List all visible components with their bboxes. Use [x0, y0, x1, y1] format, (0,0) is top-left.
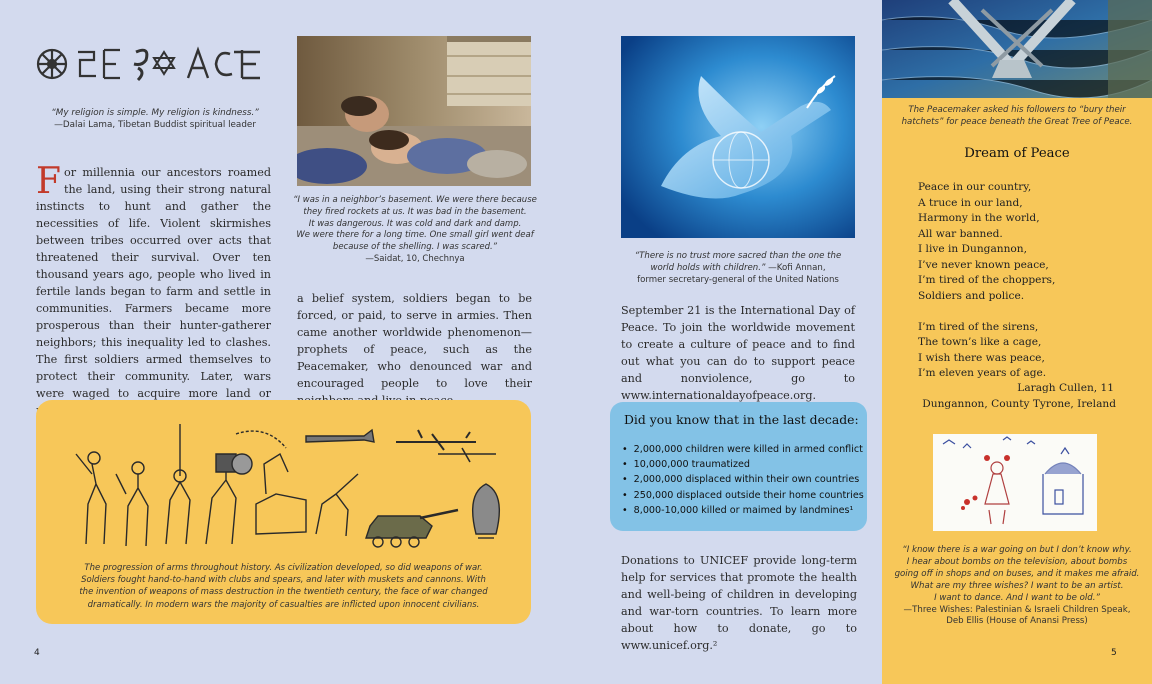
poem-author: Laragh Cullen, 11: [1017, 382, 1114, 394]
did-you-know-box: [610, 402, 867, 531]
three-wishes-line: “I know there is a war going on but I don’t know why.: [902, 545, 1132, 555]
article-text-1: or millennia our ancestors roamed the land, using their strong natural instincts to hunt and gather the necessities of life. Violent skirmishes between tribes occurred over acts that threatened their survival. Over ten thousand years ago, people who lived in fertile lands began to farm and settle in communities. Farmers became more prosperous than their hunter-gatherer neighbors; this inequality led to clashes. The first soldiers armed themselves to protect their community. Later, wars were waged to acquire more land or: [36, 166, 271, 400]
three-wishes-line: I want to dance. And I want to be old.”: [934, 592, 1100, 603]
tank-icon: [366, 516, 432, 538]
fact-box-title: Did you know that in the last decade:: [624, 412, 859, 427]
fact-item: • 2,000,000 children were killed in armed conflict: [622, 442, 864, 457]
cannon-smoke: [232, 454, 252, 474]
one-peace-logo: [34, 38, 274, 90]
dalai-lama-attribution: —Dalai Lama, Tibetan Buddist spiritual leader: [54, 120, 256, 131]
kofi-annan-quote: [620, 251, 856, 286]
dalai-lama-quote: [32, 107, 278, 132]
child-drawing: [933, 434, 1097, 531]
poem-line: Peace in our country,: [918, 181, 1032, 193]
crescent-c-shape: [216, 53, 232, 75]
three-wishes-line: going off in shops and on buses, and it makes me afraid.: [894, 568, 1140, 579]
kofi-quote-line: world holds with children.”: [650, 262, 766, 273]
saidat-quote-line: We were there for a long time. One small girl went deaf: [296, 230, 534, 241]
airplane-icon: [396, 430, 476, 450]
poem-place: Dungannon, County Tyrone, Ireland: [922, 398, 1116, 410]
un-dove-image: [621, 36, 855, 238]
caveman-figure: [76, 454, 106, 544]
three-wishes-quote: [884, 545, 1150, 628]
saidat-quote-line: “I was in a neighbor’s basement. We were there because: [293, 195, 537, 205]
om-symbol-icon: [134, 50, 147, 80]
poem-line: All war banned.: [918, 227, 1003, 240]
poem-body: [918, 180, 1138, 382]
poem-line: I’m tired of the choppers,: [918, 274, 1056, 286]
article-text-2: a belief system, soldiers began to be forced, or paid, to serve in armies. Then came another worldwide phenomenon—prophets of peace, such as the Peacemaker, who denounced war and encouraged people to love their: [297, 292, 532, 390]
arms-caption: [42, 562, 525, 611]
children-basement-photo: [297, 36, 531, 186]
page-number-right: 5: [1111, 648, 1117, 658]
peacemaker-caption-line: hatchets” for peace beneath the Great Tree of Peace.: [901, 117, 1133, 127]
horse-rider: [256, 494, 306, 534]
arms-caption-line: Soldiers fought hand-to-hand with clubs and spears, and later with muskets and cannons. With: [81, 575, 486, 586]
musket-soldier: [316, 474, 358, 536]
dalai-lama-quote-text: “My religion is simple. My religion is kindness.”: [51, 108, 259, 118]
spear-soldier: [166, 424, 190, 544]
poem-line: Harmony in the world,: [918, 212, 1040, 224]
three-wishes-line: I hear about bombs on the television, about bombs: [906, 556, 1128, 567]
saidat-quote-line: It was dangerous. It was cold and dark and damp.: [308, 218, 522, 229]
kofi-attribution: former secretary-general of the United Nations: [637, 274, 839, 285]
fact-item: • 250,000 displaced outside their home countries: [622, 488, 864, 503]
saidat-quote: [292, 195, 538, 266]
donations-text: Donations to UNICEF provide long-term help for services that promote the health and well-being of children in developing and war-torn countries. To learn more about how to donate, go to www.unicef.org.²: [621, 554, 857, 652]
arms-caption-line: The progression of arms throughout history. As civilization developed, so did weapons of war.: [84, 563, 483, 573]
weapons-history-illustration: [66, 414, 506, 556]
star-of-david-icon: [154, 52, 174, 74]
saidat-quote-line: they fired rockets at us. It was bad in the basement.: [303, 206, 527, 217]
three-wishes-line: What are my three wishes? I want to be an artist.: [910, 580, 1124, 591]
mushroom-cloud-icon: [473, 484, 500, 534]
peacemaker-painting: [882, 0, 1152, 98]
poem-line: Soldiers and police.: [918, 289, 1025, 302]
arms-caption-line: dramatically. In modern wars the majority of casualties are inflicted upon innocent civilians.: [87, 599, 480, 610]
fact-item: • 2,000,000 displaced within their own countries: [622, 472, 864, 487]
letter-n-shape: [78, 52, 96, 76]
article-column-2: [297, 290, 532, 409]
fact-list: [612, 442, 864, 518]
donations-paragraph: [621, 552, 857, 654]
saidat-quote-line: because of the shelling. I was scared.”: [332, 242, 498, 253]
three-wishes-attribution: —Three Wishes: Palestinian & Israeli Children Speak,: [903, 604, 1131, 615]
page-number-left: 4: [34, 648, 40, 658]
poem-line: I’m tired of the sirens,: [918, 320, 1039, 333]
kofi-quote-line: “There is no trust more sacred than the one the: [634, 251, 842, 261]
arms-caption-line: the invention of weapons of mass destruction in the twentieth century, the face of war changed: [79, 587, 488, 598]
poem-title: Dream of Peace: [964, 146, 1070, 161]
saidat-attribution: —Saidat, 10, Chechnya: [365, 253, 465, 264]
missile-icon: [306, 430, 374, 442]
peacemaker-caption-line: The Peacemaker asked his followers to “bury their: [908, 105, 1126, 115]
arms-history-panel: [36, 400, 531, 624]
airplane-2-icon: [438, 448, 496, 462]
religious-symbols-logo: [34, 38, 274, 90]
bird-drawing: [943, 440, 955, 444]
peace-day-text: September 21 is the International Day of Peace. To join the worldwide movement to create a culture of peace and to find out what you can do to support peace and nonviolence, go to www.internationaldayofpeace.org.: [621, 304, 855, 402]
poem-line: I wish there was peace,: [918, 351, 1045, 364]
poem-line: The town’s like a cage,: [918, 336, 1042, 348]
peacemaker-caption: [884, 104, 1150, 128]
drop-cap: F: [36, 161, 61, 202]
cross-e-shape: [234, 50, 260, 78]
fact-item: • 8,000-10,000 killed or maimed by landmines¹: [622, 503, 864, 518]
poem-line: I’ve never known peace,: [918, 258, 1049, 271]
poem-line: I live in Dungannon,: [918, 243, 1027, 255]
poem-line: A truce in our land,: [918, 196, 1023, 209]
child-figure-drawing: [985, 474, 1009, 504]
poem-line: I’m eleven years of age.: [918, 367, 1047, 379]
three-wishes-attribution: Deb Ellis (House of Anansi Press): [946, 616, 1088, 627]
fact-item: • 10,000,000 traumatized: [622, 457, 864, 472]
kofi-quote-tail: —Kofi Annan,: [765, 262, 826, 273]
peace-day-paragraph: [621, 302, 855, 404]
